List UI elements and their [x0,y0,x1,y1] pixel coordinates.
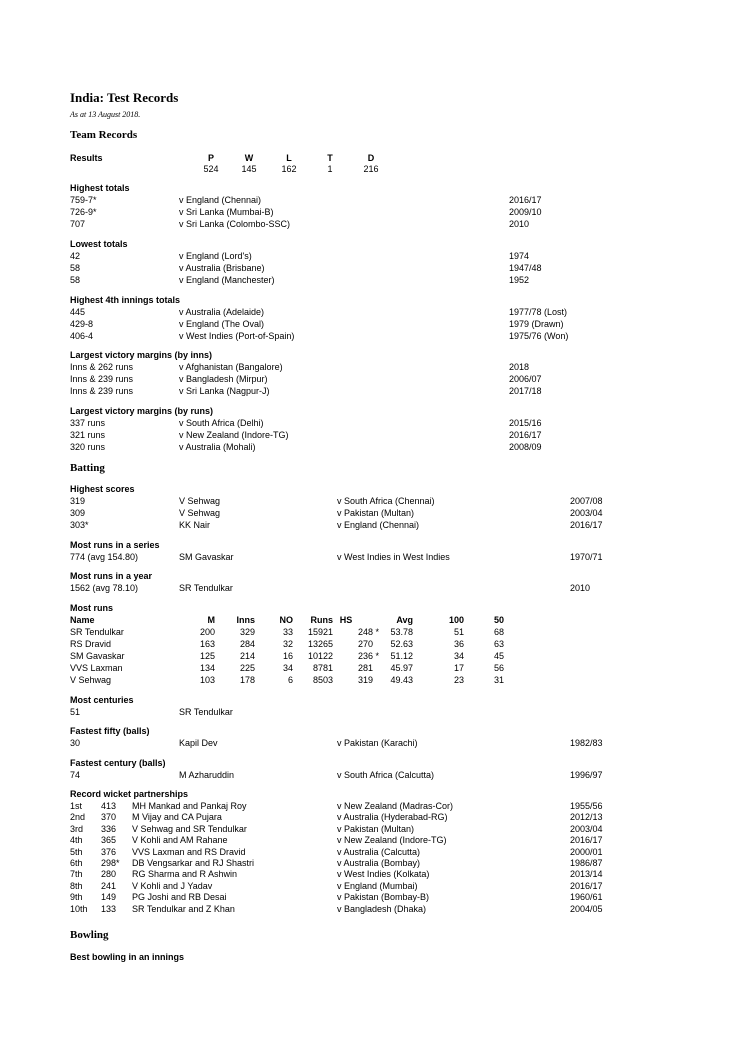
record-value: 726-9* [70,207,97,217]
results-header: T [327,153,333,163]
players: DB Vengsarkar and RJ Shastri [132,858,255,868]
most-runs-cell: 34 [453,651,464,661]
section-heading: Largest victory margins (by runs) [70,406,214,416]
most-runs-cell: 236 * [358,651,380,661]
record-season: 2010 [509,219,530,229]
most-runs-cell: 56 [493,663,504,673]
opponent: v West Indies in West Indies [337,552,450,562]
wicket: 1st [70,801,83,811]
most-runs-cell: 52.63 [390,639,413,649]
most-runs-cell: 6 [287,675,293,685]
results-label: Results [70,153,103,163]
results-value: 162 [281,164,297,174]
players: V Sehwag and SR Tendulkar [132,823,247,834]
record-season: 2015/16 [509,418,542,428]
record-opponent: v Sri Lanka (Colombo-SSC) [179,219,291,229]
season: 2000/01 [570,846,603,857]
most-runs-cell: 32 [282,639,293,649]
section-heading: Highest 4th innings totals [70,295,181,305]
record-opponent: v England (The Oval) [179,319,265,329]
opponent: v West Indies (Kolkata) [337,869,430,880]
season: 2004/05 [570,903,603,914]
most-runs-cell: 49.43 [390,675,413,685]
runs: 280 [101,869,117,880]
section-heading: Most centuries [70,695,134,705]
opponent: v Pakistan (Multan) [337,508,415,518]
balls: 30 [70,738,81,748]
season: 2013/14 [570,869,603,880]
section-heading: Fastest century (balls) [70,758,166,768]
season: 1960/61 [570,892,603,903]
opponent: v Pakistan (Karachi) [337,738,418,748]
wicket: 10th [70,903,88,914]
player: M Azharuddin [179,770,235,780]
most-runs-cell: 51 [453,627,464,637]
players: V Kohli and AM Rahane [132,835,228,846]
most-runs-header: Runs [310,615,333,625]
most-runs-cell: 45.97 [390,663,413,673]
bowling-heading: Bowling [70,929,109,941]
record-season: 2018 [509,362,530,372]
season: 2003/04 [570,823,603,834]
record-season: 2006/07 [509,374,542,384]
players: SR Tendulkar and Z Khan [132,903,235,914]
players: PG Joshi and RB Desai [132,892,227,903]
most-runs-cell: 284 [239,639,255,649]
runs: 1562 (avg 78.10) [70,583,139,593]
record-season: 1952 [509,275,530,285]
opponent: v England (Mumbai) [337,880,418,891]
section-heading: Largest victory margins (by inns) [70,350,213,360]
section-heading: Most runs [70,603,114,613]
most-runs-cell: V Sehwag [70,675,112,685]
season: 2016/17 [570,880,603,891]
season: 2016/17 [570,835,603,846]
most-runs-cell: 36 [453,639,464,649]
most-runs-cell: 53.78 [390,627,413,637]
most-runs-cell: 125 [199,651,215,661]
players: VVS Laxman and RS Dravid [132,846,246,857]
wicket: 8th [70,880,83,891]
players: RG Sharma and R Ashwin [132,869,238,880]
runs: 133 [101,903,117,914]
player: SR Tendulkar [179,707,233,717]
most-runs-cell: 178 [239,675,255,685]
season: 1970/71 [570,552,603,562]
record-opponent: v South Africa (Delhi) [179,418,264,428]
most-runs-cell: 17 [453,663,464,673]
score: 303* [70,520,89,530]
season: 1955/56 [570,801,603,811]
best-bowling-innings-heading: Best bowling in an innings [70,952,184,962]
most-runs-cell: 13265 [307,639,333,649]
players: M Vijay and CA Pujara [132,812,222,823]
most-runs-header: Avg [396,615,413,625]
wicket: 4th [70,835,83,846]
most-runs-cell: 23 [453,675,464,685]
runs: 241 [101,880,117,891]
batting-heading: Batting [70,462,105,474]
section-heading: Most runs in a series [70,540,160,550]
balls: 74 [70,770,81,780]
most-runs-cell: 200 [199,627,215,637]
opponent: v England (Chennai) [337,520,420,530]
most-runs-cell: 214 [239,651,255,661]
section-heading: Highest scores [70,484,135,494]
runs: 149 [101,892,117,903]
player: KK Nair [179,520,211,530]
record-opponent: v Sri Lanka (Nagpur-J) [179,386,270,396]
runs: 774 (avg 154.80) [70,552,139,562]
record-opponent: v Afghanistan (Bangalore) [179,362,283,372]
players: MH Mankad and Pankaj Roy [132,801,247,811]
page-title: India: Test Records [70,90,179,105]
record-value: 337 runs [70,418,106,428]
record-value: Inns & 239 runs [70,374,134,384]
runs: 298* [101,858,120,868]
wicket: 9th [70,892,83,903]
most-runs-cell: 319 [358,675,374,685]
record-value: 42 [70,251,81,261]
results-value: 1 [327,164,333,174]
most-runs-cell: 63 [493,639,504,649]
player: Kapil Dev [179,738,218,748]
record-season: 2017/18 [509,386,542,396]
runs: 365 [101,835,117,846]
record-opponent: v Australia (Brisbane) [179,263,265,273]
results-value: 216 [363,164,379,174]
opponent: v Australia (Bombay) [337,858,421,868]
wicket: 3rd [70,823,84,834]
most-runs-cell: 15921 [307,627,333,637]
most-runs-cell: 31 [493,675,504,685]
wicket: 5th [70,846,83,857]
results-value: 524 [203,164,219,174]
most-runs-header: 50 [493,615,504,625]
record-value: 759-7* [70,195,97,205]
most-runs-cell: 68 [493,627,504,637]
runs: 376 [101,846,117,857]
player: V Sehwag [179,508,221,518]
opponent: v Pakistan (Multan) [337,823,415,834]
most-runs-header: Inns [236,615,255,625]
season: 1982/83 [570,738,603,748]
results-value: 145 [241,164,257,174]
runs: 370 [101,812,117,823]
most-runs-cell: 8503 [312,675,333,685]
opponent: v Bangladesh (Dhaka) [337,903,427,914]
section-heading: Most runs in a year [70,571,153,581]
section-heading: Lowest totals [70,239,128,249]
most-runs-header: 100 [448,615,464,625]
results-header: L [286,153,292,163]
results-header: D [367,153,375,163]
wicket: 7th [70,869,83,880]
record-value: 320 runs [70,442,106,452]
results-header: W [244,153,254,163]
record-season: 2016/17 [509,195,542,205]
record-value: Inns & 239 runs [70,386,134,396]
record-value: 321 runs [70,430,106,440]
section-heading: Record wicket partnerships [70,789,189,799]
record-value: 58 [70,263,81,273]
most-runs-cell: 134 [199,663,215,673]
most-runs-header: NO [279,615,293,625]
section-heading: Highest totals [70,183,130,193]
record-value: Inns & 262 runs [70,362,134,372]
most-runs-cell: 33 [282,627,293,637]
page-subtitle: As at 13 August 2018. [70,110,141,119]
record-season: 1975/76 (Won) [509,331,569,341]
season: 1986/87 [570,858,603,868]
record-opponent: v England (Manchester) [179,275,275,285]
player: V Sehwag [179,496,221,506]
centuries: 51 [70,707,81,717]
most-runs-header: Name [70,615,95,625]
most-runs-cell: 34 [282,663,293,673]
most-runs-cell: 270 [358,639,374,649]
record-value: 58 [70,275,81,285]
season: 2012/13 [570,812,603,823]
record-opponent: v England (Lord's) [179,251,252,261]
opponent: v South Africa (Calcutta) [337,770,435,780]
most-runs-header: HS [339,615,353,625]
opponent: v New Zealand (Indore-TG) [337,835,447,846]
record-opponent: v New Zealand (Indore-TG) [179,430,289,440]
most-runs-cell: 45 [493,651,504,661]
most-runs-cell: 16 [282,651,293,661]
player: SM Gavaskar [179,552,234,562]
players: V Kohli and J Yadav [132,880,213,891]
most-runs-cell: SM Gavaskar [70,651,125,661]
most-runs-cell: SR Tendulkar [70,627,124,637]
most-runs-cell: 329 [239,627,255,637]
wicket: 2nd [70,812,86,823]
team-records-heading: Team Records [70,129,138,141]
most-runs-cell: 163 [199,639,215,649]
record-season: 1977/78 (Lost) [509,307,568,317]
record-season: 2008/09 [509,442,542,452]
most-runs-cell: 281 [358,663,374,673]
opponent: v New Zealand (Madras-Cor) [337,801,454,811]
record-opponent: v West Indies (Port-of-Spain) [179,331,295,341]
most-runs-cell: 103 [199,675,215,685]
opponent: v Australia (Hyderabad-RG) [337,812,448,823]
most-runs-cell: 8781 [312,663,333,673]
results-header: P [207,153,214,163]
most-runs-cell: RS Dravid [70,639,112,649]
record-season: 2016/17 [509,430,542,440]
season: 2016/17 [570,520,603,530]
most-runs-header: M [207,615,215,625]
record-season: 1974 [509,251,530,261]
opponent: v Australia (Calcutta) [337,846,421,857]
record-value: 429-8 [70,319,94,329]
most-runs-cell: 10122 [307,651,333,661]
record-season: 1947/48 [509,263,542,273]
score: 309 [70,508,86,518]
record-value: 707 [70,219,86,229]
record-opponent: v Australia (Mohali) [179,442,256,452]
record-opponent: v Bangladesh (Mirpur) [179,374,268,384]
record-opponent: v Australia (Adelaide) [179,307,265,317]
record-opponent: v England (Chennai) [179,195,262,205]
record-opponent: v Sri Lanka (Mumbai-B) [179,207,274,217]
season: 2003/04 [570,508,603,518]
season: 1996/97 [570,770,603,780]
most-runs-cell: VVS Laxman [70,663,123,673]
most-runs-cell: 51.12 [390,651,413,661]
most-runs-cell: 248 * [358,627,380,637]
player: SR Tendulkar [179,583,233,593]
record-value: 406-4 [70,331,94,341]
opponent: v Pakistan (Bombay-B) [337,892,430,903]
record-season: 2009/10 [509,207,542,217]
year: 2010 [570,583,591,593]
wicket: 6th [70,858,83,868]
section-heading: Fastest fifty (balls) [70,726,150,736]
most-runs-cell: 225 [239,663,255,673]
season: 2007/08 [570,496,603,506]
opponent: v South Africa (Chennai) [337,496,435,506]
runs: 336 [101,823,117,834]
runs: 413 [101,801,117,811]
record-season: 1979 (Drawn) [509,319,564,329]
score: 319 [70,496,86,506]
record-value: 445 [70,307,86,317]
